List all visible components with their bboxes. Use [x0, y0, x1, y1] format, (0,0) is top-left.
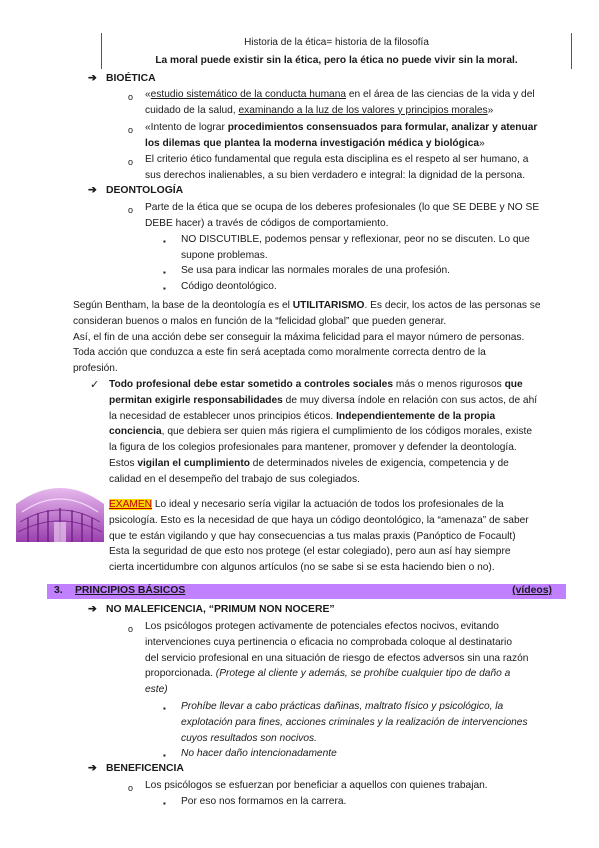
section-header-principios — [47, 584, 566, 599]
quote-line-2: La moral puede existir sin la ética, pero la ética no puede vivir sin la moral. — [155, 55, 518, 66]
panopticon-image — [14, 478, 106, 544]
quote-box — [101, 33, 572, 69]
square-bullet-icon: ▪ — [163, 284, 166, 293]
check-paragraph: Todo profesional debe estar sometido a controles sociales más o menos rigurosos que permitan exigirle responsabilidades de muy diversa índole en relación con sus actos, de ahí la necesidad de establecer unos principios éticos. Independientemente de la propia conciencia, que debiera ser quien más rigiera el cumplimiento de los códigos morales, existe la figura de los colegios profesionales para mantener, promover y defender la deontología. Estos vigilan el cumplimiento de determinados niveles de exigencia, competencia y de calidad en el desempeño del trabajo de sus colegiados. — [109, 379, 538, 485]
circle-bullet-icon: o — [128, 783, 134, 793]
heading-text: DEONTOLOGÍA — [106, 185, 184, 196]
deontologia-item-1: Parte de la ética que se ocupa de los deberes profesionales (lo que SE DEBE y NO SE DEBE hacer) a través de códigos de comportamiento. — [145, 202, 540, 229]
heading-no-maleficencia — [88, 603, 335, 615]
examen-paragraph: EXAMEN Lo ideal y necesario sería vigilar la actuación de todos los profesionales de la psicología. Esto es la necesidad de que haya un código deontológico, la “amenaza” de saber que te están vigilando y que hay consecuencias a tus malas praxis (Panóptico de Focault) Esta la seguridad de que esto nos protege (el estar colegiado), pero aun así hay siempre cierta incertidumbre con algunos artículos (no se sabe si se esta haciendo bien o no). — [109, 499, 529, 574]
circle-bullet-icon: o — [128, 624, 134, 634]
square-bullet-icon: ▪ — [163, 268, 166, 277]
no-maleficencia-sub-2: No hacer daño intencionadamente — [181, 748, 337, 759]
circle-bullet-icon: o — [128, 92, 134, 102]
section-tag: (vídeos) — [512, 585, 552, 596]
circle-bullet-icon: o — [128, 125, 134, 135]
square-bullet-icon: ▪ — [163, 704, 166, 713]
section-title: PRINCIPIOS BÁSICOS — [75, 585, 186, 596]
arrow-icon: ➔ — [88, 185, 97, 196]
bioetica-item-3: El criterio ético fundamental que regula esta disciplina es el respeto al ser humano, a sus derechos inalienables, a su bien verdadero e integral: la dignidad de la persona. — [145, 154, 529, 181]
heading-bioetica — [88, 72, 156, 84]
arrow-icon: ➔ — [88, 73, 97, 84]
arrow-icon: ➔ — [88, 763, 97, 774]
bentham-paragraph: Según Bentham, la base de la deontología es el UTILITARISMO. Es decir, los actos de las personas se consideran buenos o malos en función de la “felicidad global” que pueden generar. Así, el fin de una acción debe ser conseguir la máxima felicidad para el mayor número de personas. Toda acción que conduzca a este fin será aceptada como moralmente correcta dentro de la profesión. — [73, 300, 541, 375]
square-bullet-icon: ▪ — [163, 237, 166, 246]
deontologia-sub-1: NO DISCUTIBLE, podemos pensar y reflexionar, peor no se discuten. Lo que supone problemas. — [181, 234, 530, 261]
heading-text: BIOÉTICA — [106, 73, 156, 84]
arrow-icon: ➔ — [88, 604, 97, 615]
circle-bullet-icon: o — [128, 205, 134, 215]
no-maleficencia-sub-1: Prohíbe llevar a cabo prácticas dañinas, maltrato físico y psicológico, la explotación para fines, acciones criminales y la realización de intervenciones cuyos resultados son nocivos. — [181, 701, 528, 744]
section-number: 3. — [54, 585, 63, 596]
deontologia-sub-3: Código deontológico. — [181, 281, 277, 292]
circle-bullet-icon: o — [128, 157, 134, 167]
square-bullet-icon: ▪ — [163, 751, 166, 760]
bioetica-item-2: «Intento de lograr procedimientos consensuados para formular, analizar y atenuar los dilemas que plantea la moderna investigación médica y biológica» — [145, 122, 538, 149]
beneficencia-item-1: Los psicólogos se esfuerzan por beneficiar a aquellos con quienes trabajan. — [145, 780, 488, 791]
heading-deontologia — [88, 184, 183, 196]
quote-line-1: Historia de la ética= historia de la filosofía — [244, 37, 429, 48]
heading-text: BENEFICENCIA — [106, 763, 184, 774]
deontologia-sub-2: Se usa para indicar las normales morales de una profesión. — [181, 265, 450, 276]
beneficencia-sub-1: Por eso nos formamos en la carrera. — [181, 796, 347, 807]
examen-highlight: EXAMEN — [109, 499, 153, 510]
square-bullet-icon: ▪ — [163, 799, 166, 808]
bioetica-item-1: «estudio sistemático de la conducta humana en el área de las ciencias de la vida y del cuidado de la salud, examinando a la luz de los valores y principios morales» — [145, 89, 535, 116]
heading-text: NO MALEFICENCIA, “PRIMUM NON NOCERE” — [106, 604, 335, 615]
heading-beneficencia — [88, 762, 184, 774]
checkmark-icon: ✓ — [90, 379, 100, 391]
no-maleficencia-item-1: Los psicólogos protegen activamente de potenciales efectos nocivos, evitando intervenciones cuya pertinencia o eficacia no comprobada coloque al destinatario del servicio profesional en una situación de riesgo de efectos adversos sin una razón proporcionada. (Protege al cliente y además, se prohíbe cualquier tipo de daño a este) — [145, 621, 529, 696]
